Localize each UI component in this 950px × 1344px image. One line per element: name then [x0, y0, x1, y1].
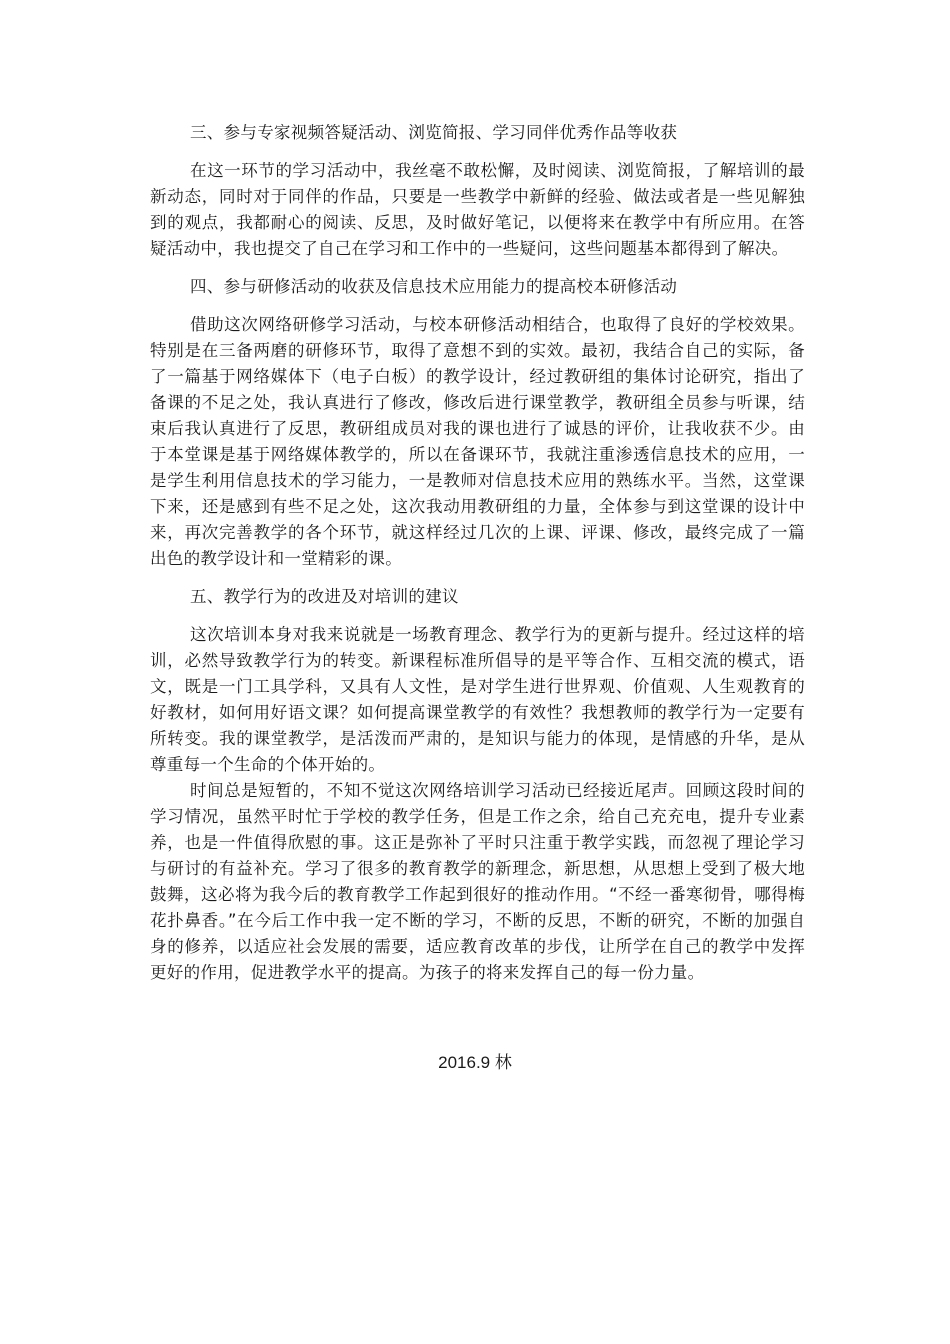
document-body	[150, 120, 805, 998]
section-heading-5: 五、教学行为的改进及对培训的建议	[190, 587, 459, 606]
section-heading-3: 三、参与专家视频答疑活动、浏览简报、学习同伴优秀作品等收获	[190, 123, 678, 142]
section-heading-4: 四、参与研修活动的收获及信息技术应用能力的提高校本研修活动	[190, 277, 678, 296]
section-paragraph-5b: 时间总是短暂的，不知不觉这次网络培训学习活动已经接近尾声。回顾这段时间的学习情况，虽然平时忙于学校的教学任务，但是工作之余，给自己充充电，提升专业素养，也是一件值得欣慰的事。这正是弥补了平时只注重于教学实践，而忽视了理论学习与研讨的有益补充。学习了很多的教育教学的新理念，新思想，从思想上受到了极大地鼓舞，这必将为我今后的教育教学工作起到很好的推动作用。“不经一番寒彻骨，哪得梅花扑鼻香。”在今后工作中我一定不断的学习，不断的反思，不断的研究，不断的加强自身的修养，以适应社会发展的需要，适应教育改革的步伐，让所学在自己的教学中发挥更好的作用，促进教学水平的提高。为孩子的将来发挥自己的每一份力量。	[150, 781, 805, 982]
section-paragraph-5a: 这次培训本身对我来说就是一场教育理念、教学行为的更新与提升。经过这样的培训，必然导致教学行为的转变。新课程标准所倡导的是平等合作、互相交流的模式，语文，既是一门工具学科，又具有人文性，是对学生进行世界观、价值观、人生观教育的好教材，如何用好语文课？如何提高课堂教学的有效性？我想教师的教学行为一定要有所转变。我的课堂教学，是活泼而严肃的，是知识与能力的体现，是情感的升华，是从尊重每一个生命的个体开始的。	[150, 625, 805, 774]
section-paragraph-3: 在这一环节的学习活动中，我丝毫不敢松懈，及时阅读、浏览简报，了解培训的最新动态，同时对于同伴的作品，只要是一些教学中新鲜的经验、做法或者是一些见解独到的观点，我都耐心的阅读、反思，及时做好笔记，以便将来在教学中有所应用。在答疑活动中，我也提交了自己在学习和工作中的一些疑问，这些问题基本都得到了解决。	[150, 161, 805, 258]
section-paragraph-4: 借助这次网络研修学习活动，与校本研修活动相结合，也取得了良好的学校效果。特别是在三备两磨的研修环节，取得了意想不到的实效。最初，我结合自己的实际，备了一篇基于网络媒体下（电子白板）的教学设计，经过教研组的集体讨论研究，指出了备课的不足之处，我认真进行了修改，修改后进行课堂教学，教研组全员参与听课，结束后我认真进行了反思，教研组成员对我的课也进行了诚恳的评价，让我收获不少。由于本堂课是基于网络媒体教学的，所以在备课环节，我就注重渗透信息技术的应用，一是学生利用信息技术的学习能力，一是教师对信息技术应用的熟练水平。当然，这堂课下来，还是感到有些不足之处，这次我动用教研组的力量，全体参与到这堂课的设计中来，再次完善教学的各个环节，就这样经过几次的上课、评课、修改，最终完成了一篇出色的教学设计和一堂精彩的课。	[150, 315, 805, 568]
signature-date: 2016.9 林	[438, 1053, 512, 1072]
